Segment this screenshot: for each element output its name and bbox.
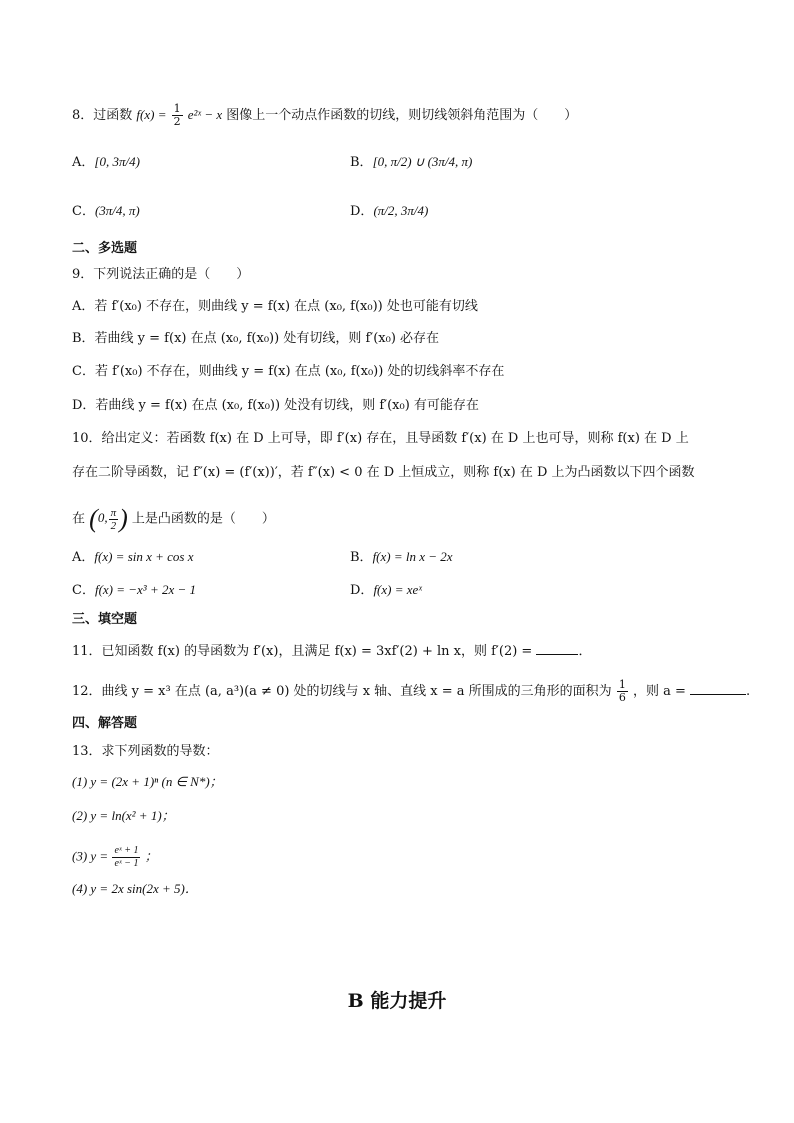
- question-13-stem: 13．求下列函数的导数：: [72, 744, 219, 759]
- question-9-stem: 9．下列说法正确的是（ ）: [72, 267, 250, 282]
- q13-item-3-fraction: $\frac{\text{eˣ + 1}}{\text{eˣ − 1}}$: [114, 845, 139, 869]
- q8-option-c: C．(3π/4, π): [72, 203, 140, 219]
- question-11: 11．已知函数 f(x) 的导函数为 f′(x)，且满足 f(x) = 3xf′(2) + ln x，则 f′(2) = ．: [72, 640, 591, 662]
- q10-option-d: D．f(x) = xeˣ: [350, 582, 422, 598]
- q11-answer-blank[interactable]: [536, 640, 578, 655]
- q9-option-d: D．若曲线 y = f(x) 在点 (x₀, f(x₀)) 处没有切线，则 f′(x₀) 有可能存在: [72, 398, 479, 413]
- q8-half-fraction: $\frac{1}{2}$: [173, 102, 181, 128]
- q13-item-1: (1) y = (2x + 1)ⁿ (n ∈ N*)；: [72, 774, 223, 789]
- section-heading-multiple-choice: 二、多选题: [72, 241, 138, 256]
- question-10-line-3: 在 (0, $\frac{\pi}{2}$ ) 上是凸函数的是（ ）: [72, 504, 275, 534]
- q9-option-a: A．若 f′(x₀) 不存在，则曲线 y = f(x) 在点 (x₀, f(x₀)) 处也可能有切线: [72, 299, 478, 314]
- q10-option-c: C．f(x) = −x³ + 2x − 1: [72, 582, 197, 598]
- q8-option-a: A．[0, 3π/4): [72, 154, 140, 170]
- q13-item-4: (4) y = 2x sin(2x + 5)．: [72, 881, 198, 896]
- q9-option-c: C．若 f′(x₀) 不存在，则曲线 y = f(x) 在点 (x₀, f(x₀)) 处的切线斜率不存在: [72, 364, 505, 379]
- section-heading-fill-in: 三、填空题: [72, 612, 138, 627]
- q10-option-b: B．f(x) = ln x − 2x: [350, 549, 453, 565]
- q10-option-a: A．f(x) = sin x + cos x: [72, 549, 194, 565]
- q8-option-d: D．(π/2, 3π/4): [350, 203, 429, 219]
- section-heading-problems: 四、解答题: [72, 716, 138, 731]
- q13-item-3: (3) y = $\frac{\text{eˣ + 1}}{\text{eˣ − 1}}$ ；: [72, 845, 158, 869]
- q12-fraction: $\frac{1}{6}$: [618, 678, 626, 704]
- q10-interval: (0, $\frac{\pi}{2}$ ): [89, 504, 128, 534]
- question-12: 12．曲线 y = x³ 在点 (a, a³)(a ≠ 0) 处的切线与 x 轴、直线 x = a 所围成的三角形的面积为 $\frac{1}{6}$ ，则 a = .: [72, 678, 751, 704]
- q13-item-2: (2) y = ln(x² + 1)；: [72, 808, 175, 823]
- q12-answer-blank[interactable]: [690, 680, 746, 695]
- section-b-title: B 能力提升: [347, 990, 447, 1012]
- q8-option-b: B．[0, π/2) ∪ (3π/4, π): [350, 154, 473, 170]
- q9-option-b: B．若曲线 y = f(x) 在点 (x₀, f(x₀)) 处有切线，则 f′(x₀) 必存在: [72, 331, 440, 346]
- question-10-line-1: 10．给出定义：若函数 f(x) 在 D 上可导，即 f′(x) 存在，且导函数 f′(x) 在 D 上也可导，则称 f(x) 在 D 上: [72, 431, 689, 446]
- question-10-line-2: 存在二阶导函数，记 f″(x) = (f′(x))′，若 f″(x) < 0 在 D 上恒成立，则称 f(x) 在 D 上为凸函数以下四个函数: [72, 465, 695, 480]
- question-8-stem: 8．过函数 f(x) = $\frac{1}{2}$ e²ˣ − x 图像上一个动点作函数的切线，则切线领斜角范围为（ ）: [72, 102, 578, 128]
